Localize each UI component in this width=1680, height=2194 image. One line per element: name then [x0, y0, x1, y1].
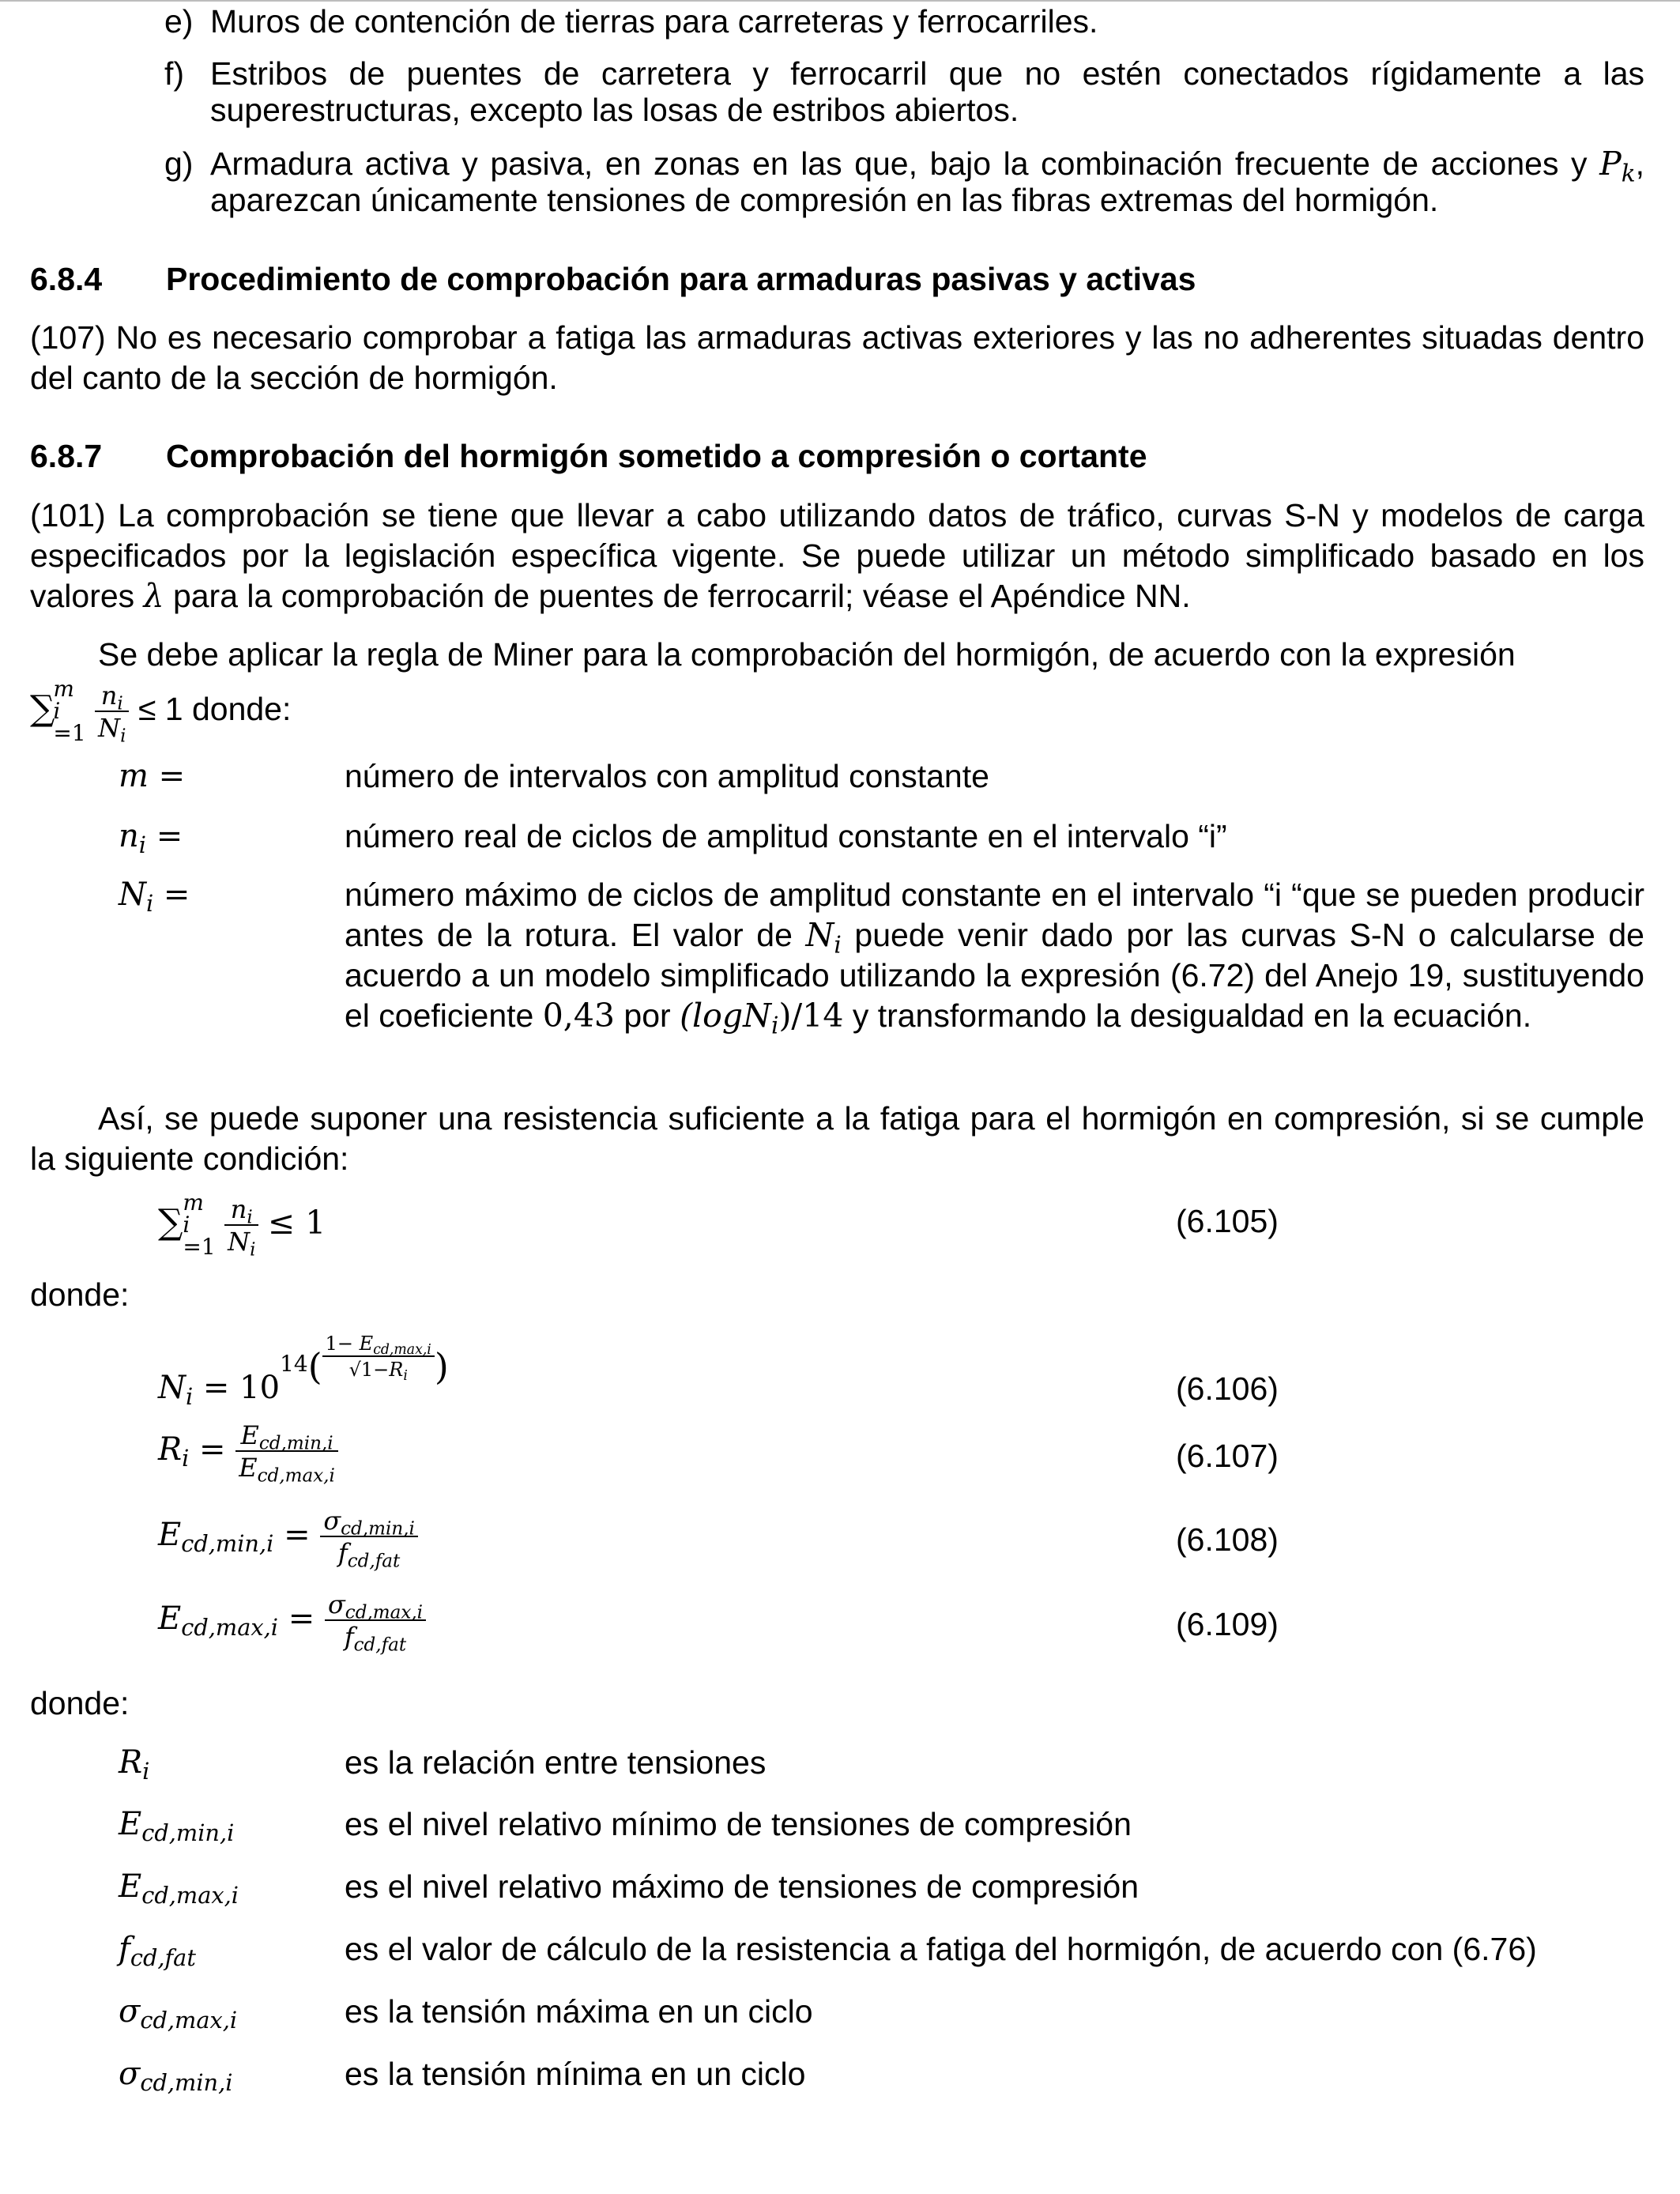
- sum-symbol: ∑: [30, 688, 55, 729]
- def-symbol: $\sigma_{cd,max,i}$: [119, 1993, 238, 2034]
- definition-sigmamax: [119, 1992, 1644, 2032]
- miner-paragraph: Se debe aplicar la regla de Miner para la comprobación del hormigón, de acuerdo con la expresión: [98, 636, 1516, 673]
- equation-6-107: $R_i$ = $\frac{E_{cd,min,i}}{E_{cd,max,i}}$: [158, 1423, 338, 1480]
- equation-number: (6.108): [1176, 1521, 1279, 1558]
- list-label: g): [164, 145, 194, 182]
- definition-Ri: [119, 1743, 1644, 1783]
- miner-expression-inline: ∑ m i =1 $\frac{n_i}{N_i}$ ≤ 1 donde:: [30, 676, 292, 746]
- section-number: 6.8.4: [30, 261, 103, 297]
- equation-number: (6.107): [1176, 1438, 1279, 1474]
- def-description: número máximo de ciclos de amplitud constante en el intervalo “i “que se pueden producir antes de la rotura. El valor de $N_i$ puede venir dado por las curvas S-N o calcularse de acuerdo a un modelo simplificado utilizando la expresión (6.72) del Anejo 19, sustituyendo el coeficiente 0,43 por (logN$_i$)/14 y transformando la desigualdad en la ecuación.: [345, 876, 1644, 1039]
- def-description: es la tensión mínima en un ciclo: [345, 2056, 806, 2092]
- def-symbol: $n_i$ =: [119, 818, 183, 859]
- def-symbol: $E_{cd,min,i}$: [119, 1806, 235, 1847]
- list-item-g: [164, 145, 1644, 218]
- definition-Ecdmin: [119, 1804, 1644, 1845]
- paragraph-101: (101) La comprobación se tiene que llevar a cabo utilizando datos de tráfico, curvas S-N y modelos de carga especificados por la legislación específica vigente. Se puede utilizar un método simplificado basado en los valores λ para la comprobación de puentes de ferrocarril; véase el Apéndice NN.: [30, 497, 1644, 615]
- equation-6-108: $E_{cd,min,i}$ = $\frac{\sigma_{cd,min,i}}{f_{cd,fat}}$: [158, 1508, 418, 1566]
- equation-number: (6.106): [1176, 1370, 1279, 1407]
- list-label: e): [164, 3, 194, 40]
- def-symbol: $f_{cd,fat}$: [119, 1931, 196, 1972]
- equation-number: (6.109): [1176, 1606, 1279, 1642]
- definition-Ni: [119, 875, 1644, 1039]
- list-text: Estribos de puentes de carretera y ferrocarril que no estén conectados rígidamente a las superestructuras, excepto las losas de estribos abiertos.: [210, 55, 1644, 128]
- equation-6-105: ∑ m i =1 $\frac{n_i}{N_i}$ ≤ 1: [158, 1189, 326, 1260]
- def-symbol: $N_i$ =: [119, 876, 190, 918]
- definition-ni: [119, 816, 1644, 857]
- def-symbol: $R_i$: [119, 1744, 150, 1785]
- def-symbol: m =: [119, 758, 186, 794]
- equation-6-106: $N_i = 1014$( $\frac{1- E_{cd,max,i}}{√1-R_i}$ ): [158, 1333, 449, 1411]
- def-description: es el nivel relativo mínimo de tensiones de compresión: [345, 1806, 1132, 1842]
- equation-6-109: $E_{cd,max,i}$ = $\frac{\sigma_{cd,max,i}}{f_{cd,fat}}$: [158, 1592, 426, 1649]
- definition-sigmamin: [119, 2054, 1644, 2097]
- definition-Ecdmax: [119, 1867, 1644, 1907]
- list-item-e: [164, 2, 1644, 42]
- lambda-symbol: λ: [143, 577, 164, 615]
- donde-label-2: donde:: [30, 1685, 130, 1721]
- def-description: es la relación entre tensiones: [345, 1744, 767, 1781]
- section-title: Comprobación del hormigón sometido a compresión o cortante: [166, 438, 1147, 474]
- paragraph-asi: Así, se puede suponer una resistencia suficiente a la fatiga para el hormigón en compresión, si se cumple la siguiente condición:: [30, 1100, 1644, 1177]
- list-label: f): [164, 55, 185, 92]
- def-description: número real de ciclos de amplitud constante en el intervalo “i”: [345, 818, 1227, 854]
- def-description: es el valor de cálculo de la resistencia a fatiga del hormigón, de acuerdo con (6.76): [345, 1931, 1537, 1967]
- section-title: Procedimiento de comprobación para armaduras pasivas y activas: [166, 261, 1196, 297]
- definition-fcdfat: [119, 1929, 1644, 1970]
- math-p: P: [1599, 145, 1622, 183]
- equation-number: (6.105): [1176, 1203, 1279, 1239]
- def-description: es el nivel relativo máximo de tensiones de compresión: [345, 1868, 1139, 1905]
- def-description: es la tensión máxima en un ciclo: [345, 1993, 813, 2030]
- donde-label-1: donde:: [30, 1276, 130, 1313]
- def-symbol: $E_{cd,max,i}$: [119, 1868, 239, 1909]
- paragraph-107: (107) No es necesario comprobar a fatiga las armaduras activas exteriores y las no adherentes situadas dentro del canto de la sección de hormigón.: [30, 319, 1644, 396]
- list-item-f: [164, 55, 1644, 128]
- def-symbol: $\sigma_{cd,min,i}$: [119, 2056, 233, 2097]
- list-text: Armadura activa y pasiva, en zonas en las que, bajo la combinación frecuente de acciones y $P_k$, aparezcan únicamente tensiones de compresión en las fibras extremas del hormigón.: [210, 145, 1644, 218]
- section-number: 6.8.7: [30, 438, 103, 474]
- definition-m: [119, 756, 1644, 797]
- def-description: número de intervalos con amplitud constante: [345, 758, 989, 794]
- list-text: Muros de contención de tierras para carreteras y ferrocarriles.: [210, 3, 1098, 40]
